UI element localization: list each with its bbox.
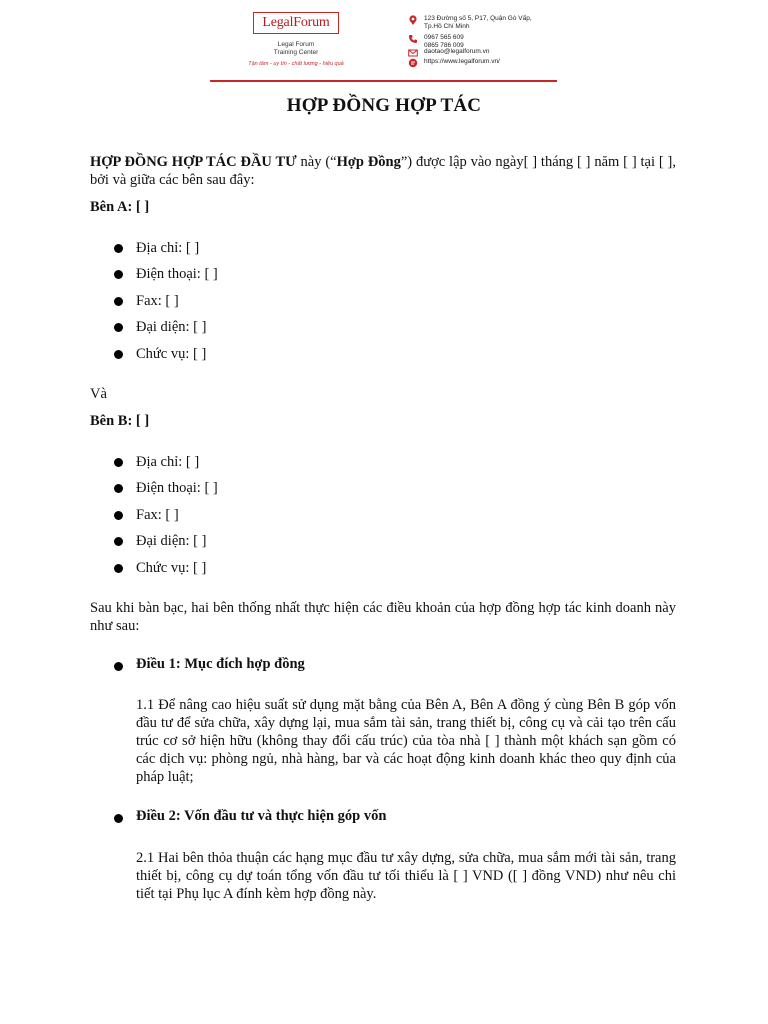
web-icon xyxy=(408,58,418,68)
location-pin-icon xyxy=(408,15,418,25)
party-a-item: Fax: [ ] xyxy=(136,293,179,309)
article-1-body: 1.1 Để nâng cao hiệu suất sử dụng mặt bằng của Bên A, Bên A đồng ý cùng Bên B góp vốn đầu tư để sửa chữa, xây dựng lại, mua sắm tài sản, trang thiết bị, công cụ và cải tạo trên cấu trúc cơ sở hiện hữu (không thay đổi cấu trúc) của tòa nhà [ ] thành một khách sạn gồm có các dịch vụ: phòng ngủ, nhà hàng, bar và các hoạt động kinh doanh khác theo quy định của pháp luật; xyxy=(136,697,676,785)
intro-text-a: này (“ xyxy=(296,154,337,170)
logo-line-1: Legal Forum xyxy=(277,41,315,48)
party-b-item: Chức vụ: [ ] xyxy=(136,560,207,576)
address-line-2: Tp.Hồ Chí Minh xyxy=(424,22,470,30)
logo-line-2: Training Center xyxy=(273,49,319,56)
bullet xyxy=(114,537,123,546)
bullet xyxy=(114,458,123,467)
party-b-item: Đại diện: [ ] xyxy=(136,533,207,549)
bullet xyxy=(114,323,123,332)
contract-name: HỢP ĐỒNG HỢP TÁC ĐẦU TƯ xyxy=(90,154,297,170)
party-b-item: Điện thoại: [ ] xyxy=(136,480,218,496)
document-title: HỢP ĐỒNG HỢP TÁC xyxy=(286,95,482,116)
party-a-item: Đại diện: [ ] xyxy=(136,319,207,335)
bullet xyxy=(114,244,123,253)
article-2-body: 2.1 Hai bên thỏa thuận các hạng mục đầu tư xây dựng, sửa chữa, mua sắm mới tài sản, trang thiết bị, công cụ dự toán tổng vốn đầu tư tối thiểu là [ ] VND ([ ] đồng VND) như nêu chi tiết tại Phụ lục A đính kèm hợp đồng này. xyxy=(136,850,676,902)
phone-line-1: 0967 565 609 xyxy=(424,34,464,41)
party-b-item: Địa chỉ: [ ] xyxy=(136,454,200,470)
header-divider xyxy=(210,80,557,82)
and-connector: Và xyxy=(90,386,107,402)
bullet xyxy=(114,297,123,306)
website-link[interactable]: https://www.legalforum.vn/ xyxy=(424,58,500,65)
article-1-title: Điều 1: Mục đích hợp đồng xyxy=(136,656,305,672)
party-b-item: Fax: [ ] xyxy=(136,507,179,523)
article-2-title: Điều 2: Vốn đầu tư và thực hiện góp vốn xyxy=(136,808,387,824)
bullet xyxy=(114,814,123,823)
bullet xyxy=(114,564,123,573)
party-a-heading: Bên A: [ ] xyxy=(90,199,150,215)
party-a-item: Địa chỉ: [ ] xyxy=(136,240,200,256)
intro-text-b: ”) được lập vào ngày[ ] tháng [ ] năm [ ] tại [ ], bởi và giữa các bên sau đây: xyxy=(90,154,676,188)
agreement-paragraph: Sau khi bàn bạc, hai bên thống nhất thực hiện các điều khoản của hợp đồng hợp tác kinh doanh này như sau: xyxy=(90,600,676,634)
bullet xyxy=(114,511,123,520)
party-a-item: Điện thoại: [ ] xyxy=(136,266,218,282)
bullet xyxy=(114,484,123,493)
email-text: daotao@legalforum.vn xyxy=(424,48,490,55)
mail-icon xyxy=(408,48,418,58)
logo: LegalForum xyxy=(253,12,339,34)
defined-term: Hợp Đồng xyxy=(336,154,401,170)
bullet xyxy=(114,350,123,359)
phone-line-2: 0865 786 009 xyxy=(424,41,464,49)
intro-paragraph xyxy=(90,153,676,189)
logo-tagline: Tận tâm - uy tín - chất lượng - hiệu quả xyxy=(248,61,344,67)
address-line-1: 123 Đường số 5, P17, Quận Gò Vấp, xyxy=(424,15,532,22)
bullet xyxy=(114,662,123,671)
party-b-heading: Bên B: [ ] xyxy=(90,413,150,429)
bullet xyxy=(114,270,123,279)
letterhead xyxy=(0,0,768,84)
phone-icon xyxy=(408,34,418,44)
party-a-item: Chức vụ: [ ] xyxy=(136,346,207,362)
